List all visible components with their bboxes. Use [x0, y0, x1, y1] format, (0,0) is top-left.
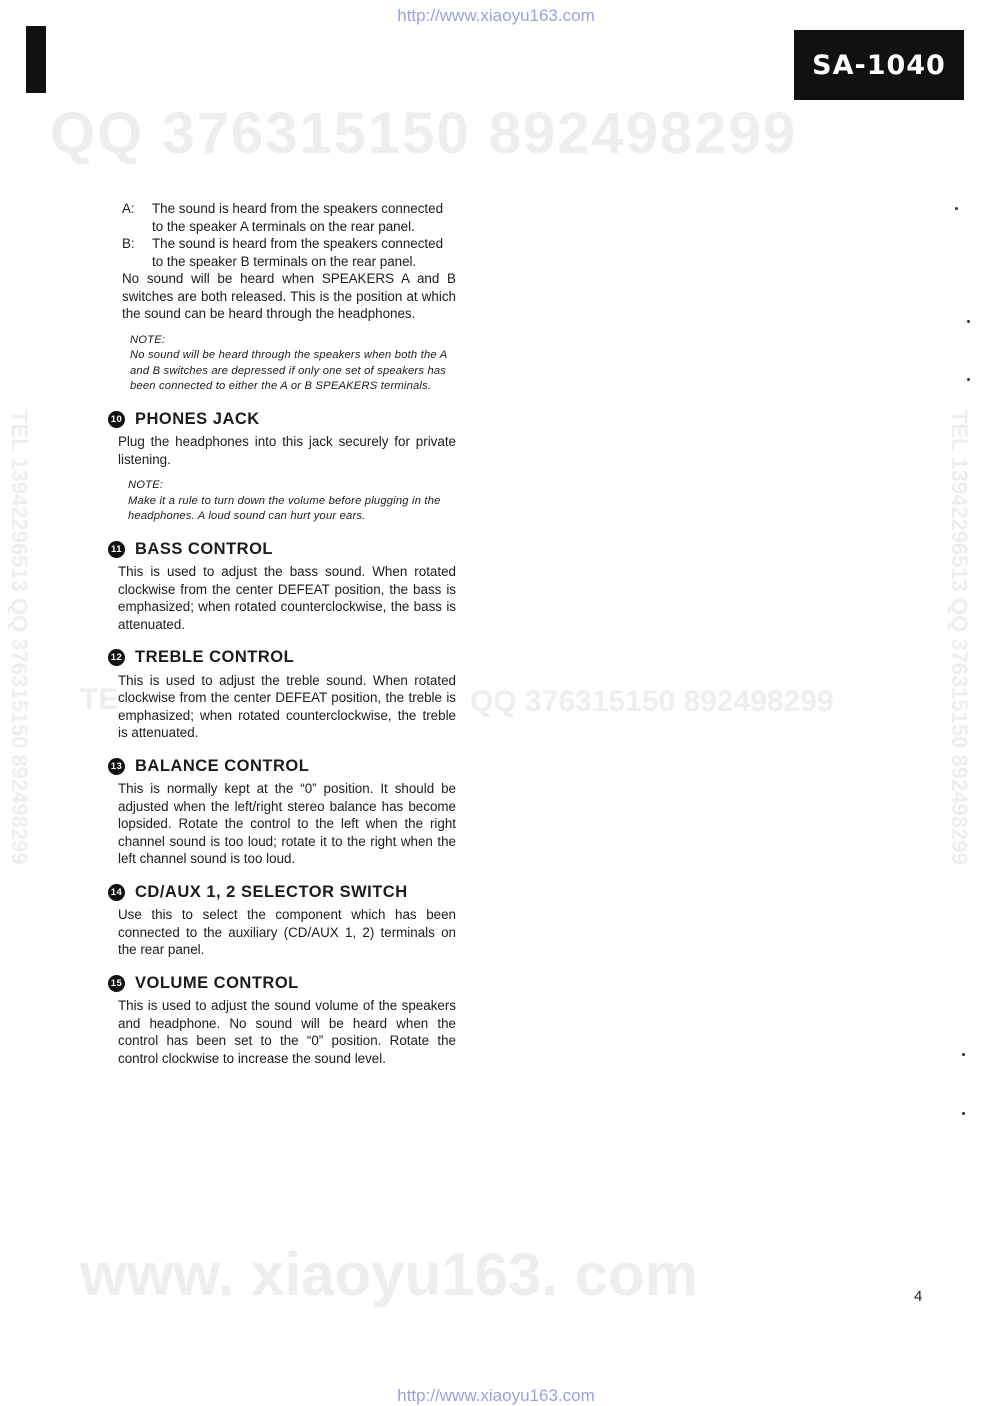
- section-number-icon: 10: [108, 411, 125, 428]
- scan-speck: [967, 320, 970, 323]
- section-balance-control: [108, 758, 456, 868]
- phones-note: [128, 478, 456, 525]
- section-heading: [108, 975, 456, 993]
- scan-speck: [962, 1053, 965, 1056]
- section-title: PHONES JACK: [135, 409, 260, 428]
- source-url-top[interactable]: http://www.xiaoyu163.com: [397, 6, 595, 25]
- note-text: Make it a rule to turn down the volume before plugging in the headphones. A loud sound can hurt your ears.: [128, 494, 441, 522]
- section-number-icon: 11: [108, 541, 125, 558]
- section-body: Plug the headphones into this jack securely for private listening.: [118, 434, 456, 467]
- section-body: Use this to select the component which has been connected to the auxiliary (CD/AUX 1, 2) terminals on the rear panel.: [118, 907, 456, 957]
- page-edge-marker: [26, 26, 46, 93]
- section-treble-control: [108, 649, 456, 742]
- section-heading: [108, 884, 456, 902]
- section-selector-switch: [108, 884, 456, 959]
- note-title: NOTE:: [130, 333, 166, 346]
- source-url-bottom[interactable]: http://www.xiaoyu163.com: [397, 1386, 595, 1405]
- section-body: This is used to adjust the treble sound. When rotated clockwise from the center DEFEAT position, the treble is emphasized; when rotated counterclockwise, the treble is attenuated.: [118, 672, 456, 740]
- section-number-icon: 14: [108, 884, 125, 901]
- scan-speck: [955, 207, 958, 210]
- section-volume-control: [108, 975, 456, 1068]
- speakers-paragraph: No sound will be heard when SPEAKERS A and B switches are both released. This is the position at which the sound can be heard through the headphones.: [122, 271, 456, 321]
- scan-speck: [967, 378, 970, 381]
- scan-speck: [962, 1112, 965, 1115]
- section-heading: [108, 758, 456, 776]
- item-label: B:: [122, 236, 135, 251]
- speaker-item-a: [122, 200, 456, 235]
- watermark-bottom: www. xiaoyu163. com: [80, 1241, 699, 1308]
- item-label: A:: [122, 201, 135, 216]
- watermark-middle-left: TE: [80, 683, 119, 716]
- watermark-vertical-right: TEL 13942296513 QQ 376315150 892498299: [947, 410, 972, 865]
- section-bass-control: [108, 541, 456, 634]
- section-body: This is used to adjust the sound volume of the speakers and headphone. No sound will be heard when the control has been set to the “0” position. Rotate the control clockwise to increase the sound level.: [118, 998, 456, 1066]
- note-title: NOTE:: [128, 479, 164, 491]
- section-number-icon: 12: [108, 649, 125, 666]
- section-title: TREBLE CONTROL: [135, 648, 295, 666]
- item-text: The sound is heard from the speakers connected to the speaker A terminals on the rear panel.: [152, 201, 444, 234]
- watermark-top: QQ 376315150 892498299: [50, 101, 798, 166]
- section-heading: [108, 649, 456, 667]
- section-title: CD/AUX 1, 2 SELECTOR SWITCH: [135, 882, 408, 901]
- section-heading: [108, 411, 456, 429]
- section-number-icon: 15: [108, 975, 125, 992]
- section-phones-jack: [108, 411, 456, 525]
- section-title: BASS CONTROL: [135, 539, 273, 558]
- section-title: VOLUME CONTROL: [135, 973, 299, 992]
- item-text: The sound is heard from the speakers connected to the speaker B terminals on the rear panel.: [152, 236, 444, 269]
- watermark-middle: QQ 376315150 892498299: [470, 685, 834, 718]
- content-column: [108, 200, 456, 1067]
- speaker-item-b: [122, 235, 456, 270]
- page-number: 4: [914, 1288, 923, 1305]
- model-badge: SA-1040: [794, 30, 964, 100]
- section-heading: [108, 541, 456, 559]
- section-number-icon: 13: [108, 758, 125, 775]
- watermark-vertical-left: TEL 13942296513 QQ 376315150 892498299: [7, 410, 32, 865]
- section-body: This is normally kept at the “0” position. It should be adjusted when the left/right stereo balance has become lopsided. Rotate the control to the left when the right channel sound is too loud; rotate it to the right when the left channel sound is too loud.: [118, 781, 456, 866]
- note-text: No sound will be heard through the speakers when both the A and B switches are depressed if only one set of speakers has been connected to either the A or B SPEAKERS terminals.: [130, 349, 447, 392]
- speakers-note: [130, 333, 456, 395]
- section-body: This is used to adjust the bass sound. When rotated clockwise from the center DEFEAT position, the bass is emphasized; when rotated counterclockwise, the bass is attenuated.: [118, 564, 456, 632]
- section-title: BALANCE CONTROL: [135, 756, 310, 775]
